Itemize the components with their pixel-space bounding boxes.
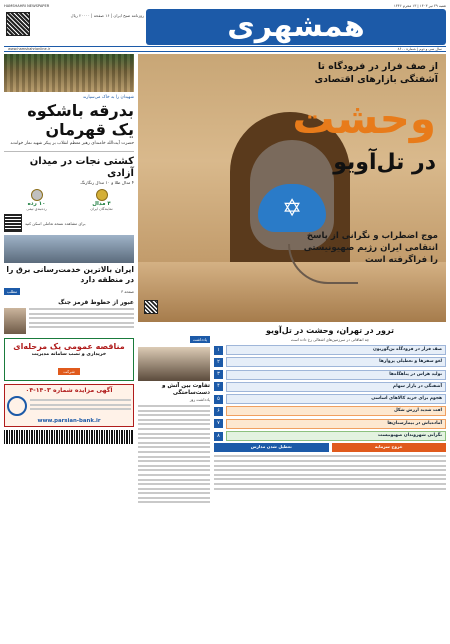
flow-number: ۴ xyxy=(214,382,223,391)
text-line xyxy=(138,465,210,467)
tender-ad-subtitle: خریداری و نصب سامانه مدیریت xyxy=(31,352,107,357)
electricity-headline[interactable]: ایران بالاترین خدمت‌رسانی برق را در منطقه دارد xyxy=(6,265,134,284)
bank-logo-icon xyxy=(7,396,27,416)
bank-website-link[interactable]: www.parsian-bank.ir xyxy=(37,418,101,424)
infographic-subhead: چه اتفاقاتی در سرزمین‌های اشغالی رخ داده است xyxy=(290,337,370,342)
text-line xyxy=(138,479,210,481)
flow-number: ۸ xyxy=(214,432,223,441)
medal-note: رده‌بندی تیمی xyxy=(26,207,47,211)
text-line xyxy=(138,433,210,435)
footer-box[interactable]: تعطیل شدن مدارس xyxy=(214,443,329,452)
text-line xyxy=(138,488,210,490)
website-link[interactable]: www.hamshahrionline.ir xyxy=(8,47,51,51)
qr-caption: برای مشاهده نسخه تعاملی اسکن کنید xyxy=(25,220,86,226)
opinion-column xyxy=(138,326,210,506)
flow-text: نگرانی شهروندان صهیونیست xyxy=(226,431,446,441)
text-line xyxy=(138,492,210,494)
infographic-column xyxy=(214,326,446,506)
newspaper-logo[interactable]: همشهری xyxy=(146,9,446,45)
flow-item[interactable] xyxy=(214,382,446,392)
flow-number: ۳ xyxy=(214,370,223,379)
infographic-footer xyxy=(214,443,446,452)
text-line xyxy=(138,419,210,421)
text-line xyxy=(138,446,210,448)
text-line xyxy=(29,322,134,324)
text-line xyxy=(138,414,210,416)
text-line xyxy=(214,474,446,476)
tender-ad[interactable] xyxy=(4,338,134,381)
flow-item[interactable] xyxy=(214,357,446,367)
flow-item[interactable] xyxy=(214,406,446,416)
lead-summary: حضرت آیت‌الله خامنه‌ای رهبر معظم انقلاب بر پیکر شهید نماز خواندند xyxy=(10,141,134,146)
medal-row xyxy=(4,189,134,212)
hero-deck: موج اضطراب و نگرانی از پاسخ انتقامی ایران رژیم صهیونیستی را فراگرفته است xyxy=(303,231,438,265)
auction-ad-text xyxy=(30,399,131,413)
flow-item[interactable] xyxy=(214,419,446,429)
medal-item xyxy=(17,189,57,212)
left-column xyxy=(4,54,134,640)
meta-strip xyxy=(4,46,446,52)
text-line xyxy=(138,483,210,485)
text-line xyxy=(214,488,446,490)
text-line xyxy=(30,404,131,406)
flow-text: هجوم برای خرید کالاهای اساسی xyxy=(226,394,446,404)
column-text xyxy=(29,308,134,334)
opinion-subhead: یادداشت روز xyxy=(189,397,210,402)
footer-box[interactable]: خروج سرمایه xyxy=(332,443,447,452)
opinion-author-photo xyxy=(138,347,210,381)
date-line: شنبه ۲۹ تیر ۱۴۰۳ | ۱۳ محرم ۱۴۴۶ xyxy=(393,3,446,8)
text-line xyxy=(29,326,134,328)
hero-kicker: از صف فرار در فرودگاه تا آشفتگی بازارهای اقتصادی xyxy=(314,61,438,85)
top-info-line xyxy=(4,2,446,9)
medal-item xyxy=(82,189,122,212)
text-line xyxy=(138,474,210,476)
column-body xyxy=(4,308,134,334)
masthead-qr-icon xyxy=(6,12,30,36)
text-line xyxy=(29,308,134,310)
text-line xyxy=(138,456,210,458)
teaser-bar xyxy=(4,288,134,295)
text-line xyxy=(138,442,210,444)
opinion-text xyxy=(138,405,210,503)
medal-icon xyxy=(31,189,43,201)
auction-ad-title: آگهی مزایده شماره ۱۴۰۳-۰۴ xyxy=(25,387,113,394)
medal-count: ۱۰ رده xyxy=(27,201,46,207)
medal-count: ۴ مدال xyxy=(92,201,111,207)
lead-kicker: شهیدان را به خاک می‌سپارند xyxy=(82,95,134,100)
column-title[interactable]: عبور از خطوط قرمز جنگ xyxy=(58,299,134,306)
infographic-flow xyxy=(214,345,446,441)
barcode-icon xyxy=(4,430,134,444)
flow-item[interactable] xyxy=(214,394,446,404)
tender-ad-tag: شرکت xyxy=(58,368,79,375)
text-line xyxy=(138,460,210,462)
text-line xyxy=(138,497,210,499)
sport-headline[interactable]: کشتی نجات در میدان آزادی xyxy=(29,156,134,179)
text-line xyxy=(29,317,134,319)
text-line xyxy=(138,437,210,439)
flow-number: ۲ xyxy=(214,358,223,367)
infographic-text xyxy=(214,455,446,489)
text-line xyxy=(214,455,446,457)
text-line xyxy=(30,399,131,401)
hero-qr-icon[interactable] xyxy=(144,300,158,314)
text-line xyxy=(138,428,210,430)
lead-headline[interactable]: بدرقه باشکوه یک قهرمان xyxy=(27,101,134,139)
flow-item[interactable] xyxy=(214,370,446,380)
main-column xyxy=(138,54,446,640)
text-line xyxy=(214,460,446,462)
qr-code-icon[interactable] xyxy=(4,214,22,232)
text-line xyxy=(214,469,446,471)
divider xyxy=(4,151,134,152)
text-line xyxy=(138,423,210,425)
text-line xyxy=(214,478,446,480)
funeral-photo xyxy=(4,54,134,92)
text-line xyxy=(138,405,210,407)
hero-title-secondary[interactable]: در تل‌آویو xyxy=(333,150,436,175)
power-lines-photo xyxy=(4,235,134,263)
masthead-side-info: روزنامه صبح ایران | ۱۶ صفحه | ۲۰۰۰۰ ریال xyxy=(70,13,144,18)
text-line xyxy=(214,483,446,485)
flow-text: تولید هراس در پناهگاه‌ها xyxy=(226,370,446,380)
teaser-tag: مطلب xyxy=(4,288,20,295)
columnist-photo xyxy=(4,308,26,334)
flow-text: آشفتگی در بازار سهام xyxy=(226,382,446,392)
flow-number: ۵ xyxy=(214,395,223,404)
flow-number: ۷ xyxy=(214,419,223,428)
text-line xyxy=(138,501,210,503)
lower-section xyxy=(138,326,446,506)
flow-text: لغو سفرها و تعطیلی پروازها xyxy=(226,357,446,367)
text-line xyxy=(29,313,134,315)
sport-subhead: ۴ مدال طلا و ۱۰ مدال رنگارنگ xyxy=(80,180,134,185)
star-of-david-icon: ✡ xyxy=(258,184,326,232)
teaser-page[interactable]: صفحه ۳ xyxy=(121,289,134,294)
flow-number: ۶ xyxy=(214,407,223,416)
auction-ad-body xyxy=(7,396,131,416)
auction-ad[interactable] xyxy=(4,384,134,427)
medal-note: نمایندگان ایران xyxy=(90,207,113,211)
flow-text: افت شدید ارزش شکل xyxy=(226,406,446,416)
flow-item[interactable] xyxy=(214,345,446,355)
flow-text: صف فرار در فرودگاه بن‌گوریون xyxy=(226,345,446,355)
text-line xyxy=(30,408,131,410)
flow-item[interactable] xyxy=(214,431,446,441)
issue-number: سال سی و دوم | شماره ۸۶۰۰ xyxy=(397,47,442,51)
medal-icon xyxy=(96,189,108,201)
hero-feature[interactable] xyxy=(138,54,446,322)
opinion-headline[interactable]: تفاوت بین آتش و دست‌ساختگی xyxy=(162,383,210,396)
text-line xyxy=(138,451,210,453)
flow-text: آماده‌باش در بیمارستان‌ها xyxy=(226,419,446,429)
opinion-tag: یادداشت xyxy=(190,336,210,343)
text-line xyxy=(138,469,210,471)
text-line xyxy=(138,410,210,412)
hero-floor xyxy=(138,262,446,322)
flow-number: ۱ xyxy=(214,346,223,355)
english-name: HAMSHAHRI NEWSPAPER xyxy=(4,3,50,8)
tender-ad-title: مناقصه عمومی یک مرحله‌ای xyxy=(13,342,125,351)
qr-row xyxy=(4,214,134,232)
masthead xyxy=(4,9,446,45)
hero-title[interactable]: وحشت xyxy=(292,94,436,143)
infographic-headline[interactable]: ترور در تهران، وحشت در تل‌آویو xyxy=(265,326,394,335)
text-line xyxy=(214,465,446,467)
